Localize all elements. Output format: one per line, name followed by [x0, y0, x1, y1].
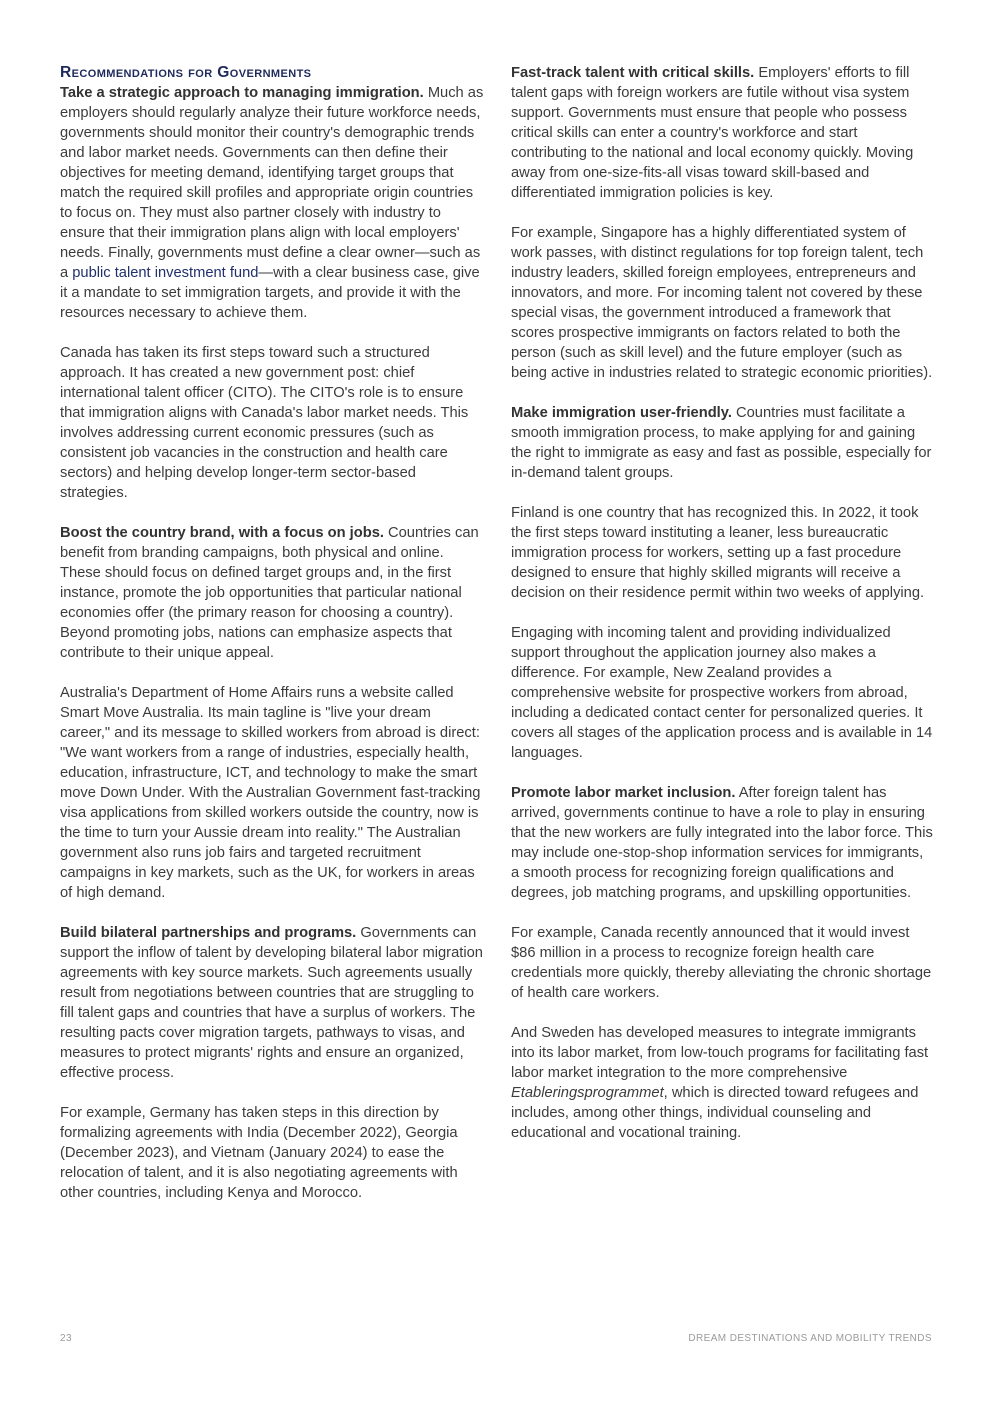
lead-user-friendly: Make immigration user-friendly.	[511, 405, 732, 421]
lead-bilateral: Build bilateral partnerships and programs.	[60, 925, 357, 941]
lead-country-brand: Boost the country brand, with a focus on jobs.	[60, 525, 384, 541]
body-text: Countries can benefit from branding campaigns, both physical and online. These should focus on defined target groups and, in the first instance, promote the job opportunities that particular national economies offer (the primary reason for choosing a country). Beyond promoting jobs, nations can emphasize aspects that contribute to their unique appeal.	[60, 525, 479, 661]
body-text: Employers' efforts to fill talent gaps with foreign workers are futile without visa system support. Governments must ensure that people who possess critical skills can enter a country's workforce and start contributing to the national and local economy quickly. Moving away from one-size-fits-all visas toward skill-based and differentiated immigration policies is key.	[511, 65, 914, 201]
body-text: —with a clear business case, give it a mandate to set immigration targets, and provide it with the resources necessary to achieve them.	[60, 265, 480, 321]
paragraph-singapore: For example, Singapore has a highly differentiated system of work passes, with distinct regulations for top foreign talent, tech industry leaders, skilled foreign employees, entrepreneurs and innovators, and more. For incoming talent not covered by these special visas, the government introduced a framework that scores prospective immigrants on factors related to both the person (such as skill level) and the future employer (such as being active in industries related to strategic economic priorities).	[511, 225, 933, 381]
body-text: Countries must facilitate a smooth immigration process, to make applying for and gaining the right to immigrate as easy and fast as possible, especially for in-demand talent groups.	[511, 405, 932, 481]
lead-strategic-approach: Take a strategic approach to managing immigration.	[60, 85, 424, 101]
paragraph-finland: Finland is one country that has recognized this. In 2022, it took the first steps toward instituting a leaner, less bureaucratic immigration process for workers, setting up a fast procedure designed to ensure that highly skilled migrants will receive a decision on their residence permit within two weeks of applying.	[511, 505, 925, 601]
paragraph-strategic-approach	[60, 83, 484, 323]
left-column	[60, 63, 484, 1223]
lead-inclusion: Promote labor market inclusion.	[511, 785, 736, 801]
paragraph-user-friendly	[511, 403, 935, 483]
body-text: Governments can support the inflow of talent by developing bilateral labor migration agreements with key source markets. Such agreements usually result from negotiations between countries that are struggling to fill talent gaps and countries that have a surplus of workers. The resulting pacts cover migration targets, pathways to visas, and measures to protect migrants' rights and ensure an organized, effective process.	[60, 925, 483, 1081]
lead-fast-track: Fast-track talent with critical skills.	[511, 65, 755, 81]
paragraph-bilateral	[60, 923, 484, 1083]
page-number: 23	[60, 1333, 72, 1344]
public-talent-investment-fund-link[interactable]: public talent investment fund	[72, 265, 259, 281]
program-name: Etableringsprogrammet	[511, 1085, 664, 1101]
paragraph-new-zealand: Engaging with incoming talent and providing individualized support throughout the application journey also makes a difference. For example, New Zealand provides a comprehensive website for prospective workers from abroad, including a dedicated contact center for personalized queries. It covers all stages of the application process and is available in 14 languages.	[511, 625, 933, 761]
body-text: And Sweden has developed measures to integrate immigrants into its labor market, from low-touch programs for facilitating fast labor market integration to the more comprehensive	[511, 1025, 929, 1081]
paragraph-fast-track	[511, 63, 935, 203]
paragraph-canada-credentials: For example, Canada recently announced that it would invest $86 million in a process to recognize foreign health care credentials more quickly, thereby alleviating the chronic shortage of health care workers.	[511, 925, 932, 1001]
paragraph-inclusion	[511, 783, 935, 903]
paragraph-australia: Australia's Department of Home Affairs runs a website called Smart Move Australia. Its main tagline is "live your dream career," and its message to skilled workers from abroad is direct: "We want workers from a range of industries, especially health, education, infrastructure, ICT, and technology to make the smart move Down Under. With the Australian Government fast-tracking visa applications from skilled workers outside the country, now is the time to turn your Aussie dream into reality." The Australian government also runs job fairs and targeted recruitment campaigns in key markets, such as the UK, for workers in areas of high demand.	[60, 685, 481, 901]
right-column	[511, 63, 935, 1163]
paragraph-germany: For example, Germany has taken steps in this direction by formalizing agreements with India (December 2022), Georgia (December 2023), and Vietnam (January 2024) to ease the relocation of talent, and it is also negotiating agreements with other countries, including Kenya and Morocco.	[60, 1105, 458, 1201]
paragraph-country-brand	[60, 523, 484, 663]
body-text: Much as employers should regularly analyze their future workforce needs, governments should monitor their country's demographic trends and labor market needs. Governments can then define their objectives for meeting demand, identifying target groups that match the required skill profiles and appropriate origin countries to focus on. They must also partner closely with industry to ensure that their immigration plans align with local employers' needs. Finally, governments must define a clear owner—such as a	[60, 85, 484, 281]
footer-title: DREAM DESTINATIONS AND MOBILITY TRENDS	[688, 1333, 932, 1344]
section-heading: Recommendations for Governments	[60, 64, 312, 81]
paragraph-sweden	[511, 1023, 935, 1143]
body-text: After foreign talent has arrived, governments continue to have a role to play in ensuring that the new workers are fully integrated into the labor force. This may include one-stop-shop information services for immigrants, a smooth process for recognizing foreign qualifications and degrees, job matching programs, and upskilling opportunities.	[511, 785, 933, 901]
body-text: , which is directed toward refugees and includes, among other things, individual counseling and educational and vocational training.	[511, 1085, 919, 1141]
paragraph-canada-cito: Canada has taken its first steps toward such a structured approach. It has created a new government post: chief international talent officer (CITO). The CITO's role is to ensure that immigration aligns with Canada's labor market needs. This involves addressing current economic pressures (such as consistent job vacancies in the construction and health care sectors) and helping develop longer-term sector-based strategies.	[60, 345, 469, 501]
